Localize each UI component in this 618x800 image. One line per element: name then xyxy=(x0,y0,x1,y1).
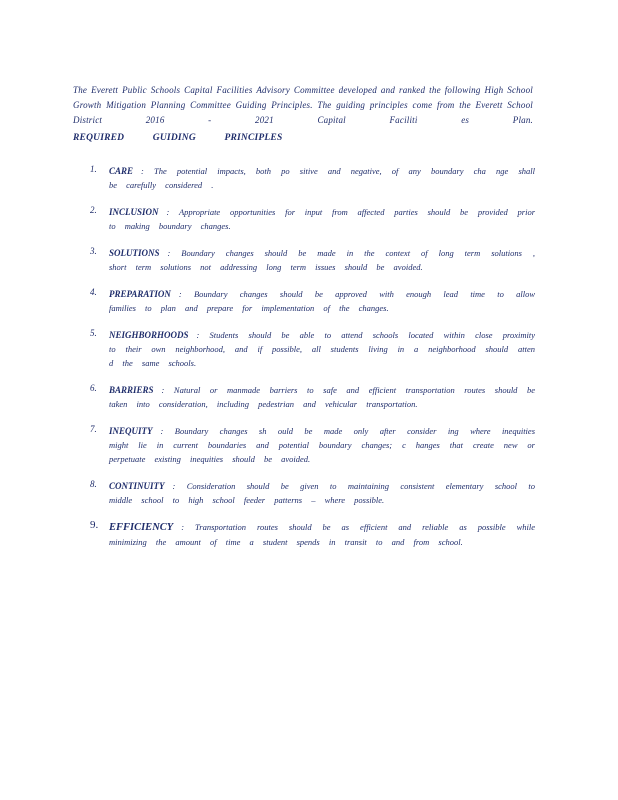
principle-text: : Boundary changes should be made in the context of long term solutions , short term solutions not addressing long term issues should be avoided. xyxy=(109,248,535,272)
section-heading: REQUIRED GUIDING PRINCIPLES xyxy=(73,133,283,143)
principle-text: : Boundary changes sh ould be made only after consider ing where inequities might lie in current boundaries and potential boundary changes; c hanges that create new or perpetuate existing inequities should be avoided. xyxy=(109,426,535,464)
list-item xyxy=(90,383,535,411)
principle-term: EFFICIENCY xyxy=(109,522,174,533)
principle-text: : Appropriate opportunities for input from affected parties should be provided prior to making boundary changes. xyxy=(109,207,535,231)
principle-term: CARE xyxy=(109,166,134,176)
principle-text: : Natural or manmade barriers to safe and efficient transportation routes should be taken into consideration, including pedestrian and vehicular transportation. xyxy=(109,385,535,409)
item-number: 7. xyxy=(90,424,97,434)
principle-text: : Consideration should be given to maintaining consistent elementary school to middle school to high school feeder patterns – where possible. xyxy=(109,481,535,505)
principle-text: : The potential impacts, both po sitive and negative, of any boundary cha nge shall be carefully considered . xyxy=(109,166,535,190)
principle-term: CONTINUITY xyxy=(109,481,165,491)
list-item xyxy=(90,479,535,507)
list-item xyxy=(90,246,535,274)
principle-term: INEQUITY xyxy=(109,426,153,436)
list-item xyxy=(90,205,535,233)
list-item xyxy=(90,287,535,315)
principle-term: PREPARATION xyxy=(109,289,171,299)
item-number: 5. xyxy=(90,328,97,338)
principle-term: INCLUSION xyxy=(109,207,159,217)
item-number: 4. xyxy=(90,287,97,297)
list-item xyxy=(90,164,535,192)
principle-text: : Boundary changes should be approved with enough lead time to allow families to plan and prepare for implementation of the changes. xyxy=(109,289,535,313)
principle-text: : Transportation routes should be as efficient and reliable as possible while minimizing the amount of time a student spends in transit to and from school. xyxy=(109,522,535,547)
list-item xyxy=(90,328,535,370)
list-item xyxy=(90,520,535,549)
intro-paragraph: The Everett Public Schools Capital Facilities Advisory Committee developed and ranked the following High School Growth Mitigation Planning Committee Guiding Principles. The guiding principles come from the Everett School District 2016 - 2021 Capital Faciliti es Plan. xyxy=(73,85,533,125)
item-number: 2. xyxy=(90,205,97,215)
principle-term: NEIGHBORHOODS xyxy=(109,330,189,340)
principle-term: BARRIERS xyxy=(109,385,154,395)
item-number: 1. xyxy=(90,164,97,174)
item-number: 3. xyxy=(90,246,97,256)
list-item xyxy=(90,424,535,466)
principle-text: : Students should be able to attend schools located within close proximity to their own neighborhood, and if possible, all students living in a neighborhood should atten d the same schools. xyxy=(109,330,535,368)
principle-term: SOLUTIONS xyxy=(109,248,160,258)
item-number: 9. xyxy=(90,519,99,531)
principles-list xyxy=(90,164,535,562)
item-number: 8. xyxy=(90,479,97,489)
item-number: 6. xyxy=(90,383,97,393)
